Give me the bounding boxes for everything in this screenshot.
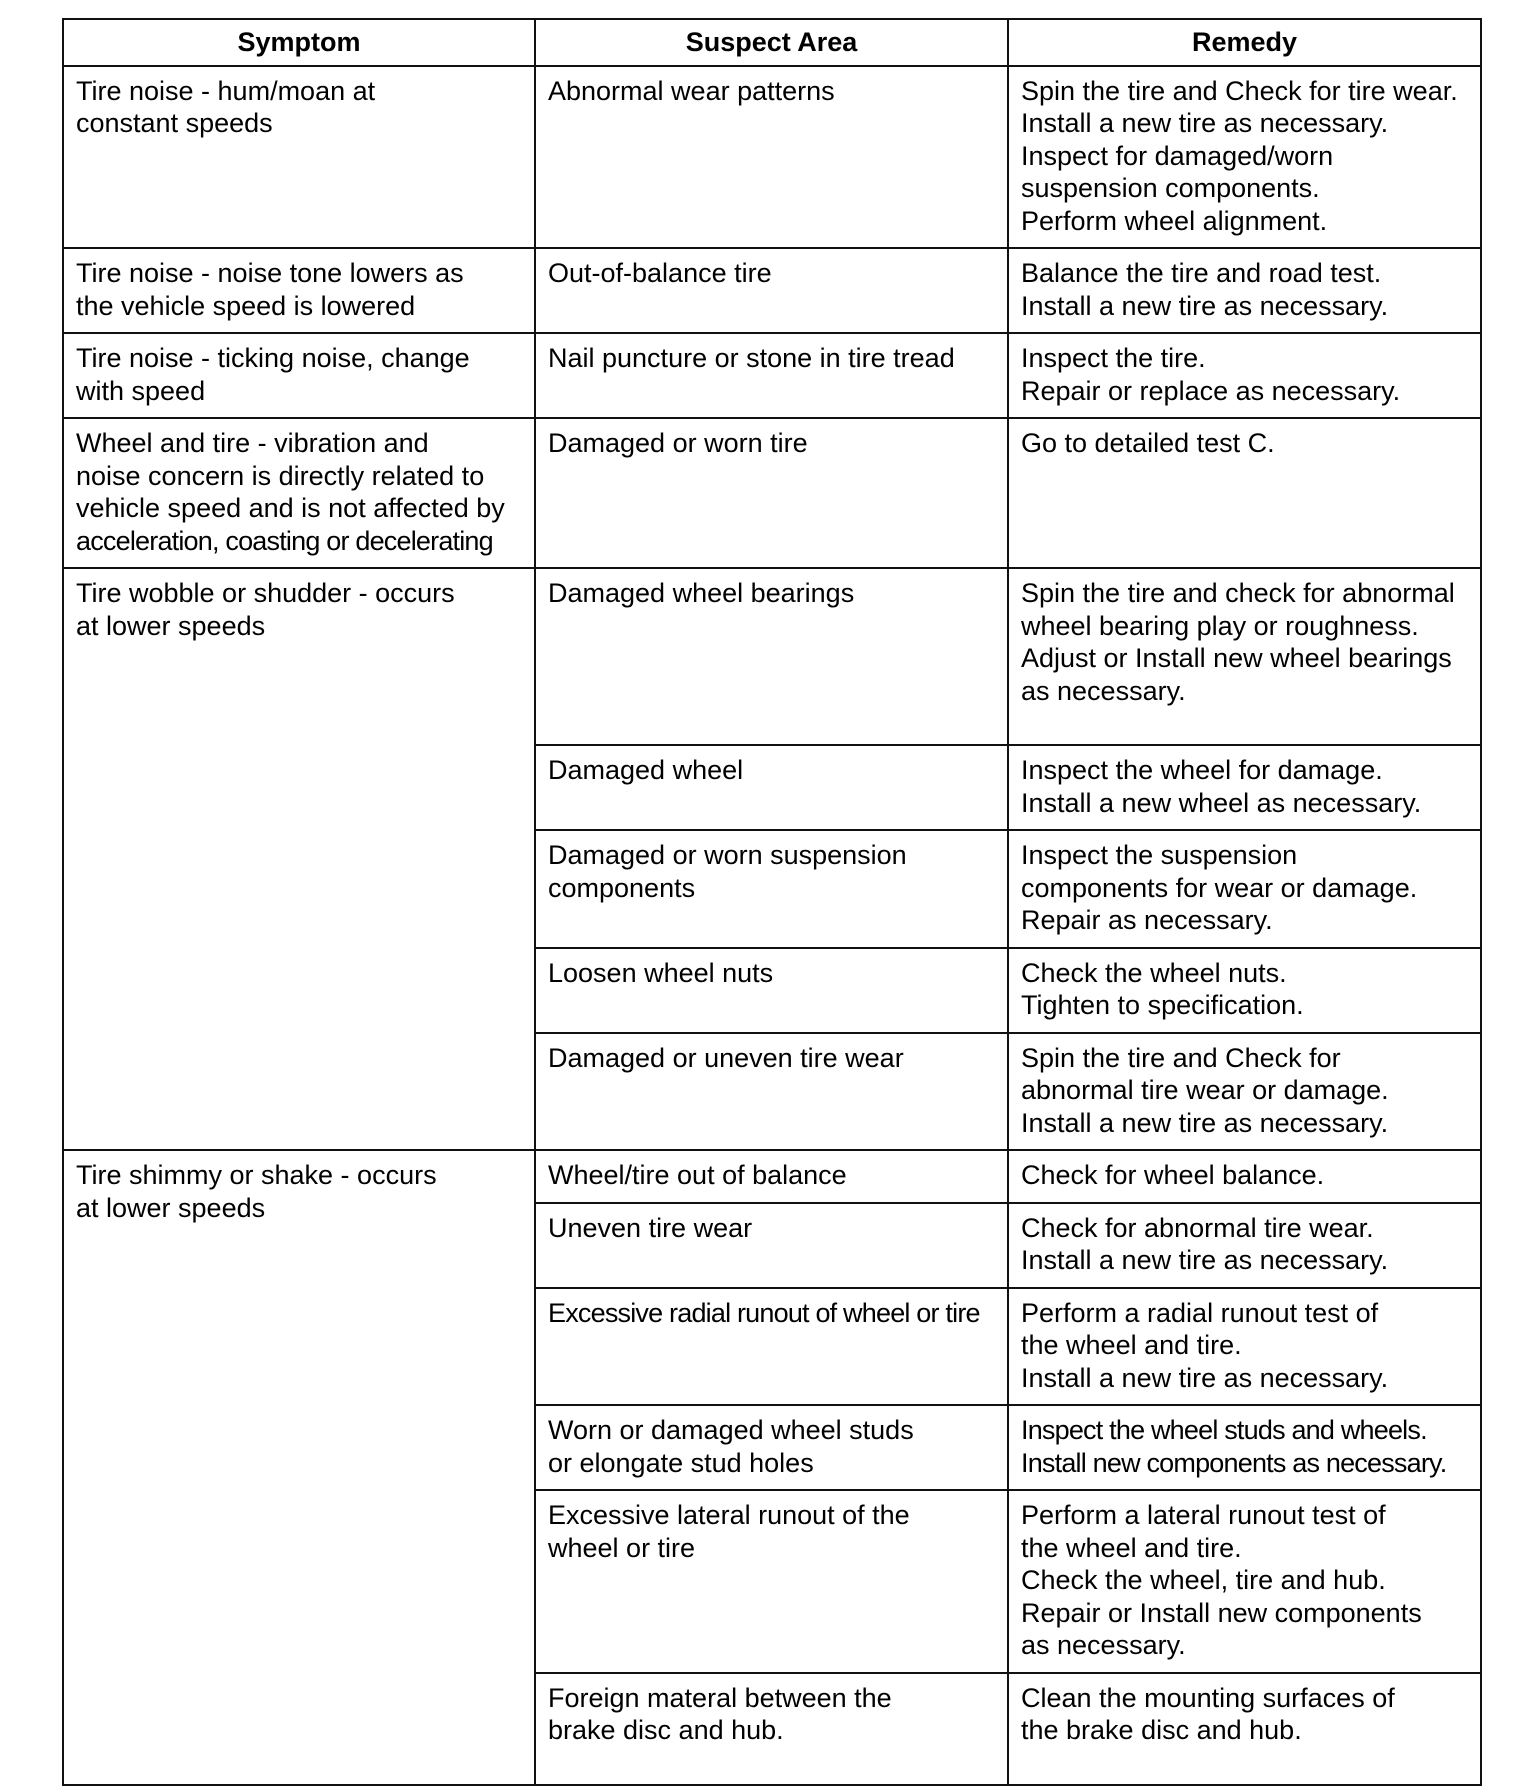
symptom-line: constant speeds — [76, 108, 273, 138]
remedy-line: Clean the mounting surfaces of — [1021, 1682, 1395, 1713]
table-row — [63, 568, 1481, 745]
suspect-line: Loosen wheel nuts — [548, 957, 774, 988]
remedy-cell — [1008, 1150, 1481, 1203]
suspect-cell — [535, 1405, 1008, 1490]
symptom-cell — [63, 568, 535, 1150]
suspect-line: Damaged wheel bearings — [548, 578, 855, 608]
suspect-cell — [535, 1490, 1008, 1673]
remedy-line: Repair as necessary. — [1021, 905, 1273, 935]
symptom-line: Tire wobble or shudder - occurs — [76, 578, 455, 608]
remedy-cell — [1008, 1288, 1481, 1406]
remedy-line: as necessary. — [1021, 1630, 1186, 1660]
suspect-line: Damaged or uneven tire wear — [548, 1042, 904, 1073]
remedy-line: the wheel and tire. — [1021, 1532, 1242, 1563]
remedy-line: Spin the tire and Check for — [1021, 1042, 1341, 1073]
suspect-cell — [535, 333, 1008, 418]
symptom-line: vehicle speed and is not affected by — [76, 493, 505, 523]
remedy-line: Repair or Install new components — [1021, 1597, 1422, 1628]
suspect-cell — [535, 1673, 1008, 1785]
suspect-cell — [535, 66, 1008, 249]
symptom-cell — [63, 248, 535, 333]
remedy-line: Install a new tire as necessary. — [1021, 1107, 1389, 1138]
symptom-line: Tire shimmy or shake - occurs — [76, 1160, 437, 1190]
suspect-line: wheel or tire — [548, 1532, 696, 1563]
remedy-line: Perform wheel alignment. — [1021, 205, 1328, 236]
suspect-cell — [535, 248, 1008, 333]
suspect-line: Out-of-balance tire — [548, 258, 772, 288]
diagnosis-table — [62, 18, 1482, 1786]
symptom-line: Tire noise - noise tone lowers as — [76, 258, 464, 288]
remedy-line: Balance the tire and road test. — [1021, 258, 1382, 288]
suspect-line: Damaged wheel — [548, 755, 744, 785]
suspect-cell — [535, 1150, 1008, 1203]
suspect-line: components — [548, 872, 696, 903]
suspect-line: Damaged or worn tire — [548, 428, 808, 458]
remedy-line: Inspect for damaged/worn — [1021, 140, 1334, 171]
remedy-line: Perform a radial runout test of — [1021, 1297, 1379, 1328]
remedy-line: Spin the tire and Check for tire wear. — [1021, 75, 1458, 106]
remedy-cell — [1008, 1673, 1481, 1785]
table-row — [63, 248, 1481, 333]
remedy-line: Install new components as necessary. — [1021, 1447, 1447, 1478]
remedy-line: Inspect the wheel for damage. — [1021, 755, 1383, 785]
remedy-line: Perform a lateral runout test of — [1021, 1500, 1386, 1530]
remedy-cell — [1008, 1490, 1481, 1673]
suspect-cell — [535, 1288, 1008, 1406]
suspect-cell — [535, 830, 1008, 948]
remedy-line: Inspect the tire. — [1021, 343, 1206, 373]
remedy-line: Repair or replace as necessary. — [1021, 375, 1401, 406]
remedy-line: Tighten to specification. — [1021, 990, 1304, 1020]
remedy-line: Install a new tire as necessary. — [1021, 290, 1389, 321]
remedy-line: suspension components. — [1021, 173, 1320, 203]
remedy-cell — [1008, 745, 1481, 830]
table-row — [63, 418, 1481, 568]
header-remedy: Remedy — [1008, 19, 1481, 66]
remedy-line: Go to detailed test C. — [1021, 428, 1275, 458]
suspect-line: Excessive lateral runout of the — [548, 1500, 910, 1530]
symptom-line: with speed — [76, 375, 206, 406]
remedy-line: Spin the tire and check for abnormal — [1021, 578, 1455, 608]
remedy-cell — [1008, 248, 1481, 333]
suspect-cell — [535, 948, 1008, 1033]
symptom-line: noise concern is directly related to — [76, 460, 485, 491]
symptom-cell — [63, 333, 535, 418]
suspect-cell — [535, 1033, 1008, 1151]
suspect-cell — [535, 745, 1008, 830]
suspect-line: Nail puncture or stone in tire tread — [548, 343, 955, 373]
symptom-cell — [63, 1150, 535, 1785]
symptom-line: Wheel and tire - vibration and — [76, 428, 429, 458]
symptom-cell — [63, 66, 535, 249]
remedy-cell — [1008, 830, 1481, 948]
suspect-line: Uneven tire wear — [548, 1212, 753, 1243]
suspect-cell — [535, 1203, 1008, 1288]
remedy-cell — [1008, 1033, 1481, 1151]
remedy-line: Check the wheel nuts. — [1021, 957, 1287, 988]
symptom-line: at lower speeds — [76, 1192, 266, 1223]
remedy-line: Check for abnormal tire wear. — [1021, 1212, 1374, 1243]
suspect-cell — [535, 568, 1008, 745]
remedy-line: Install a new tire as necessary. — [1021, 108, 1389, 138]
remedy-line: Inspect the suspension — [1021, 840, 1298, 870]
remedy-line: Inspect the wheel studs and wheels. — [1021, 1415, 1427, 1445]
remedy-cell — [1008, 568, 1481, 745]
symptom-line: at lower speeds — [76, 610, 266, 641]
table-row — [63, 1150, 1481, 1203]
suspect-line: Wheel/tire out of balance — [548, 1160, 847, 1190]
remedy-line: Install a new tire as necessary. — [1021, 1245, 1389, 1275]
remedy-line: Install a new wheel as necessary. — [1021, 787, 1422, 818]
suspect-line: Damaged or worn suspension — [548, 840, 907, 870]
remedy-cell — [1008, 948, 1481, 1033]
suspect-line: brake disc and hub. — [548, 1715, 784, 1745]
table-row — [63, 333, 1481, 418]
symptom-line: Tire noise - ticking noise, change — [76, 343, 470, 373]
suspect-line: Worn or damaged wheel studs — [548, 1415, 914, 1445]
symptom-cell — [63, 418, 535, 568]
remedy-cell — [1008, 1203, 1481, 1288]
table-row — [63, 66, 1481, 249]
remedy-line: the brake disc and hub. — [1021, 1715, 1302, 1745]
symptom-line: the vehicle speed is lowered — [76, 290, 416, 321]
remedy-line: as necessary. — [1021, 675, 1186, 706]
suspect-line: Foreign materal between the — [548, 1682, 892, 1713]
header-suspect-area: Suspect Area — [535, 19, 1008, 66]
remedy-line: Check the wheel, tire and hub. — [1021, 1565, 1386, 1595]
remedy-cell — [1008, 418, 1481, 568]
symptom-line: acceleration, coasting or decelerating — [76, 525, 493, 556]
remedy-line: Adjust or Install new wheel bearings — [1021, 643, 1452, 673]
remedy-line: wheel bearing play or roughness. — [1021, 610, 1419, 641]
remedy-line: components for wear or damage. — [1021, 872, 1418, 903]
symptom-line: Tire noise - hum/moan at — [76, 75, 376, 106]
suspect-cell — [535, 418, 1008, 568]
remedy-line: abnormal tire wear or damage. — [1021, 1075, 1389, 1105]
remedy-cell — [1008, 66, 1481, 249]
remedy-line: Check for wheel balance. — [1021, 1160, 1325, 1190]
header-row — [63, 19, 1481, 66]
remedy-line: Install a new tire as necessary. — [1021, 1362, 1389, 1393]
remedy-cell — [1008, 333, 1481, 418]
header-symptom: Symptom — [63, 19, 535, 66]
remedy-cell — [1008, 1405, 1481, 1490]
suspect-line: Abnormal wear patterns — [548, 75, 835, 106]
suspect-line: Excessive radial runout of wheel or tire — [548, 1297, 980, 1328]
remedy-line: the wheel and tire. — [1021, 1330, 1242, 1360]
suspect-line: or elongate stud holes — [548, 1447, 814, 1478]
